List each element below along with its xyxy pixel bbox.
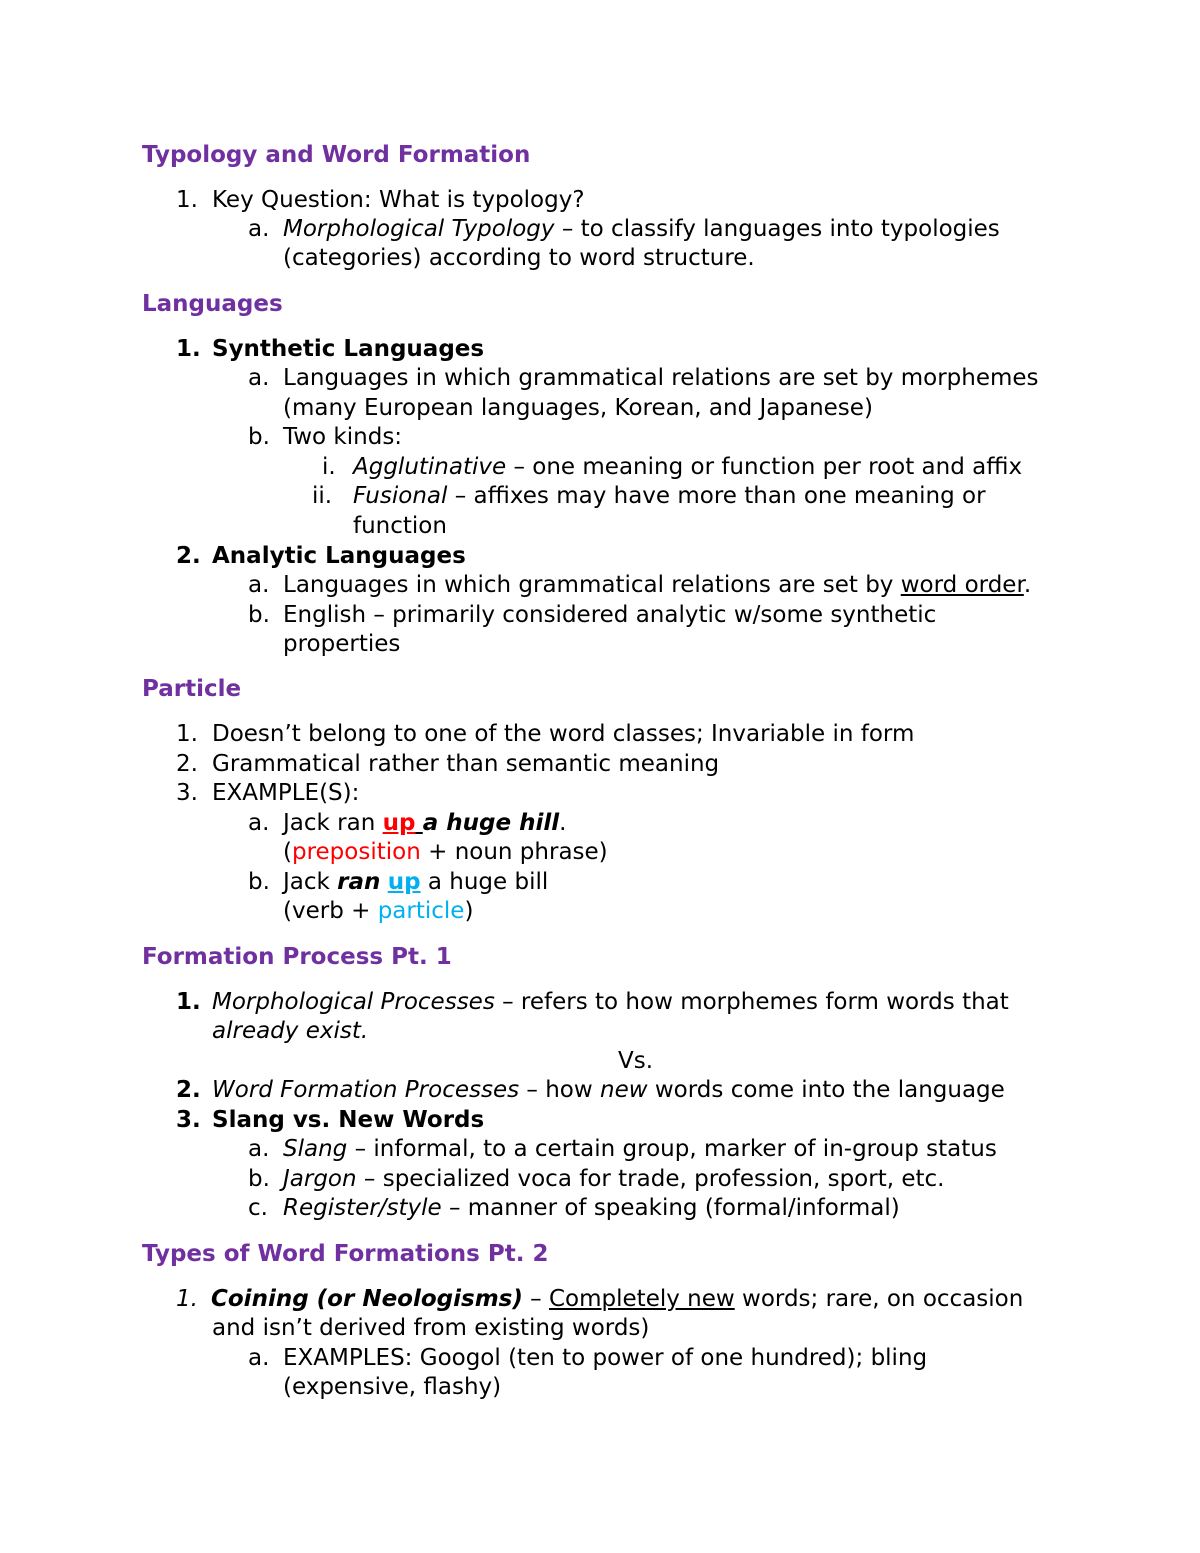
list-text: Grammatical rather than semantic meaning — [212, 751, 720, 777]
list-number: 3. — [176, 1107, 201, 1133]
list-text: Key Question: What is typology? — [212, 187, 585, 213]
list-text: words; rare, on occasion — [734, 1286, 1024, 1312]
list-text: + noun phrase) — [420, 839, 608, 865]
term: Agglutinative — [353, 454, 507, 480]
list-roman: i. — [322, 454, 336, 480]
list-text: words come into the language — [647, 1077, 1005, 1103]
list-text: English – primarily considered analytic w/some synthetic — [283, 602, 937, 628]
list-number: 2. — [176, 543, 201, 569]
term: Word Formation Processes — [212, 1077, 520, 1103]
list-text: EXAMPLE(S): — [212, 780, 360, 806]
list-letter: b. — [248, 424, 270, 450]
verb: ran — [337, 869, 381, 895]
list-text: (verb + — [283, 898, 378, 924]
list-text: Languages in which grammatical relations are set by morphemes — [283, 365, 1039, 391]
list-text: – refers to how morphemes form words that — [494, 989, 1009, 1015]
highlight-preposition: up — [382, 810, 416, 836]
heading-particle: Particle — [142, 676, 242, 702]
list-letter: a. — [248, 1136, 270, 1162]
list-letter: a. — [248, 572, 270, 598]
list-letter: a. — [248, 810, 270, 836]
list-letter: a. — [248, 365, 270, 391]
list-text-cont — [283, 897, 473, 927]
list-text-cont: (categories) according to word structure. — [283, 245, 755, 271]
list-text: – to classify languages into typologies — [554, 216, 1000, 242]
list-text: – manner of speaking (formal/informal) — [441, 1195, 900, 1221]
paren: ) — [464, 898, 474, 924]
list-text: Analytic Languages — [212, 543, 466, 569]
list-text: Jack ran — [283, 810, 383, 836]
list-number: 3. — [176, 780, 198, 806]
list-number: 1. — [176, 1286, 198, 1312]
list-text-cont: (expensive, flashy) — [283, 1374, 502, 1400]
list-text: – specialized voca for trade, profession, sport, etc. — [356, 1166, 945, 1192]
list-text-cont: function — [353, 513, 447, 539]
list-letter: b. — [248, 869, 270, 895]
list-text-cont — [283, 838, 608, 868]
list-letter: b. — [248, 602, 270, 628]
term: Morphological Processes — [212, 989, 495, 1015]
list-text: Two kinds: — [283, 424, 403, 450]
list-text: Doesn’t belong to one of the word classes; Invariable in form — [212, 721, 915, 747]
list-text-cont: already exist. — [212, 1018, 369, 1044]
punctuation: . — [559, 810, 567, 836]
underlined-text: Completely new — [549, 1286, 735, 1312]
label-preposition: preposition — [291, 839, 421, 865]
list-text: – affixes may have more than one meaning or — [447, 483, 986, 509]
list-number: 2. — [176, 751, 198, 777]
term: Coining (or Neologisms) — [211, 1286, 523, 1312]
list-text: Jack — [283, 869, 338, 895]
list-text-cont: properties — [283, 631, 401, 657]
term: Register/style — [283, 1195, 442, 1221]
underlined-text: word order — [900, 572, 1024, 598]
term: Morphological Typology — [283, 216, 555, 242]
heading-types-of-word-formations: Types of Word Formations Pt. 2 — [142, 1241, 549, 1267]
heading-typology: Typology and Word Formation — [142, 142, 531, 168]
list-number: 1. — [176, 336, 201, 362]
highlight-particle: up — [387, 869, 421, 895]
noun-phrase: a huge hill — [422, 810, 560, 836]
list-text-cont: (many European languages, Korean, and Japanese) — [283, 395, 873, 421]
list-text: Languages in which grammatical relations are set by — [283, 572, 901, 598]
emphasis: new — [600, 1077, 648, 1103]
list-text: Slang vs. New Words — [212, 1107, 485, 1133]
list-text: EXAMPLES: Googol (ten to power of one hundred); bling — [283, 1345, 928, 1371]
list-number: 1. — [176, 989, 201, 1015]
label-particle: particle — [377, 898, 465, 924]
term: Slang — [283, 1136, 348, 1162]
punctuation: . — [1023, 572, 1032, 598]
list-roman: ii. — [312, 483, 333, 509]
list-text: – informal, to a certain group, marker of in-group status — [347, 1136, 997, 1162]
space — [380, 869, 387, 895]
heading-formation-process: Formation Process Pt. 1 — [142, 944, 452, 970]
heading-languages: Languages — [142, 291, 283, 317]
list-letter: a. — [248, 216, 270, 242]
term: Fusional — [353, 483, 448, 509]
term: Jargon — [283, 1166, 357, 1192]
space — [415, 810, 422, 836]
paren: ( — [283, 839, 292, 865]
list-number: 1. — [176, 721, 198, 747]
list-text: Synthetic Languages — [212, 336, 485, 362]
list-letter: c. — [248, 1195, 268, 1221]
versus-label: Vs. — [618, 1048, 654, 1074]
list-letter: a. — [248, 1345, 270, 1371]
list-text-cont: and isn’t derived from existing words) — [212, 1315, 650, 1341]
list-number: 2. — [176, 1077, 201, 1103]
list-text: – how — [519, 1077, 601, 1103]
list-text: a huge bill — [420, 869, 549, 895]
list-letter: b. — [248, 1166, 270, 1192]
list-text: – — [522, 1286, 549, 1312]
list-number: 1. — [176, 187, 198, 213]
list-text: – one meaning or function per root and affix — [506, 454, 1023, 480]
